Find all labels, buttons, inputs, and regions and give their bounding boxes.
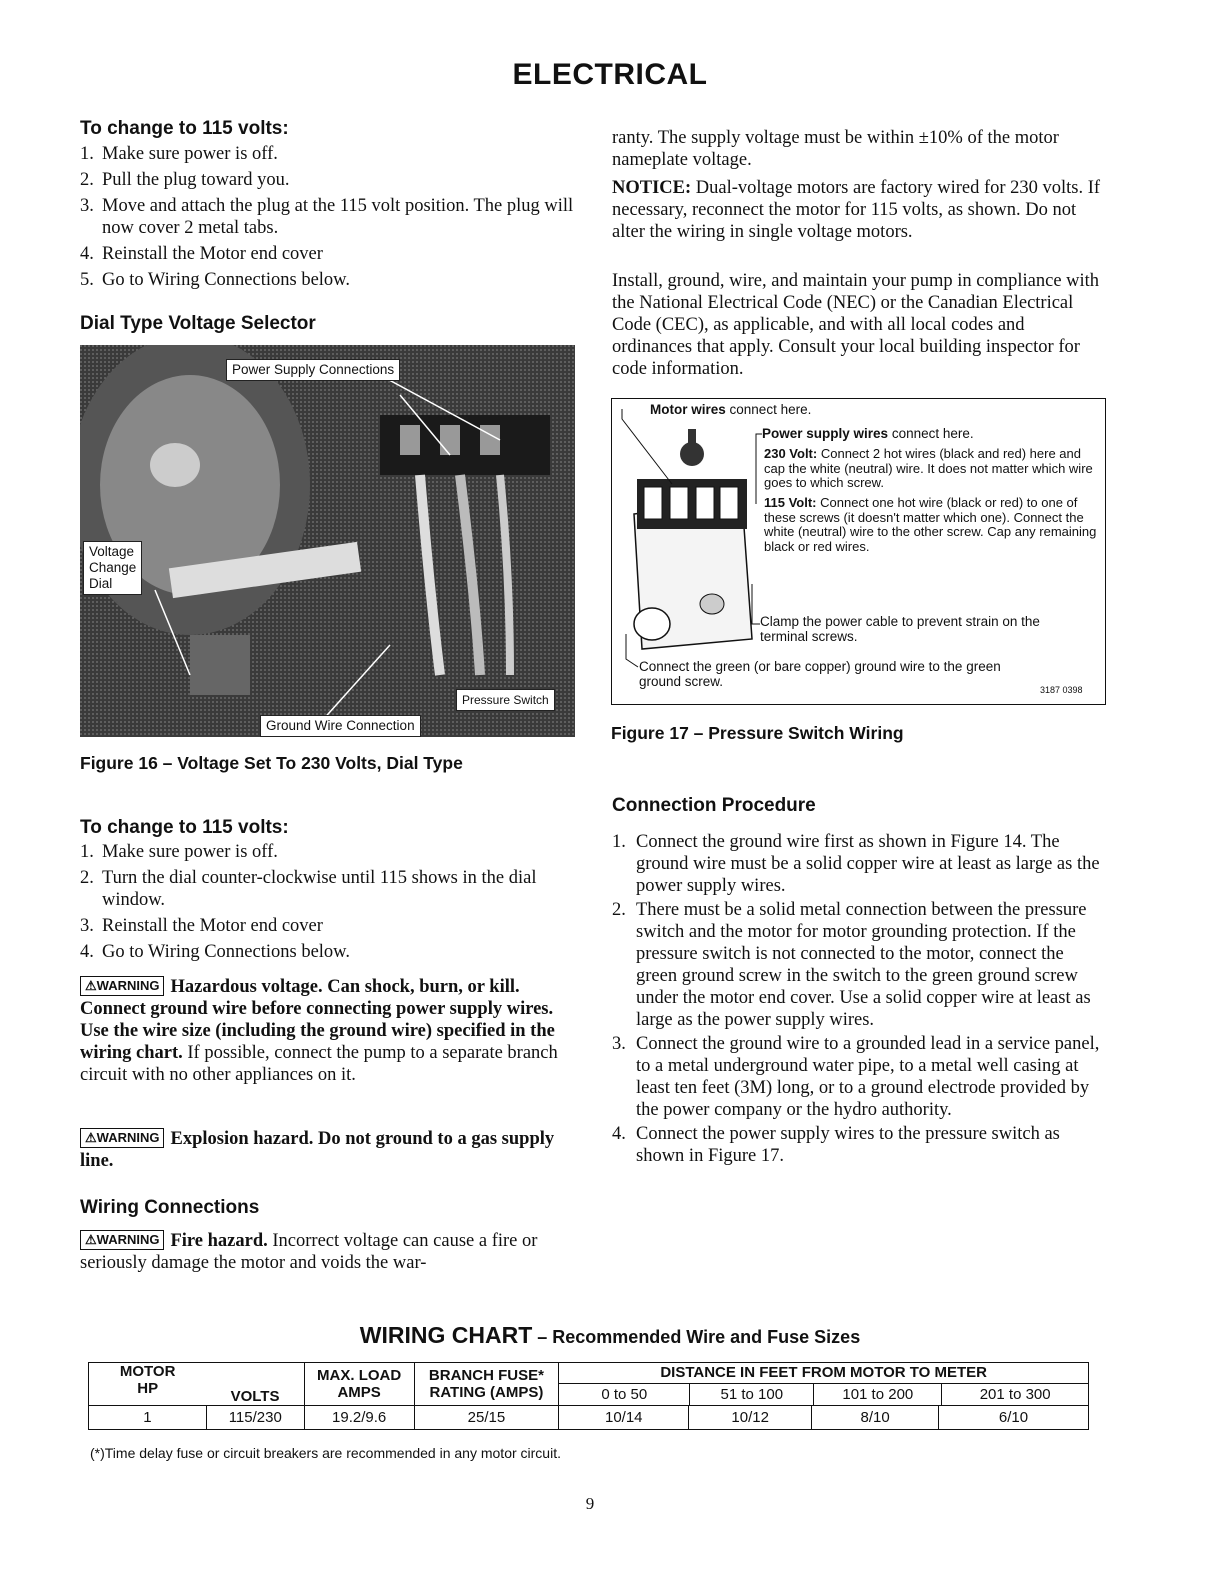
table-row (89, 1406, 1089, 1430)
column-header: DISTANCE IN FEET FROM MOTOR TO METER 0 to 50 51 to 100 101 to 200 201 to 300 (559, 1363, 1089, 1406)
list-item: 2. Pull the plug toward you. (80, 170, 290, 190)
table-cell: 1 (89, 1406, 207, 1430)
list-item: 2. Turn the dial counter-clockwise until 115 shows in the dial window. (80, 868, 537, 910)
figure-code: 3187 0398 (1040, 685, 1083, 695)
table-cell: 6/10 (939, 1406, 1089, 1430)
power-supply-callout: Power Supply Connections (226, 359, 400, 381)
volt-115-note: 115 Volt: Connect one hot wire (black or red) to one of these screws (it doesn't matter which one). Connect the white (neutral) wire to the other screw. Cap any remaining black or red wires. (764, 495, 1097, 554)
list-item: 3. Reinstall the Motor end cover (80, 916, 323, 936)
figure-17-diagram (611, 398, 1106, 705)
figure-16-photo (80, 345, 575, 737)
list-item: 4. Go to Wiring Connections below. (80, 942, 350, 962)
page-title: ELECTRICAL (512, 58, 708, 91)
pump-motor-illustration (80, 345, 575, 737)
list-item: 2. There must be a solid metal connection between the pressure switch and the motor for motor grounding protection. If the pressure switch is not connected to the motor, connect the green ground screw in the switch to the green ground screw under the motor end cover. Use a solid copper wire at least as large as the power supply wires. (612, 900, 1091, 1030)
list-item: 1. Make sure power is off. (80, 144, 278, 164)
list-item: 3. Connect the ground wire to a grounded lead in a service panel, to a metal underground water pipe, to a metal well casing at least ten feet (3M) long, or to a ground electrode provided by the power company or the hydro authority. (612, 1034, 1100, 1120)
warning-badge: ⚠WARNING (80, 1128, 164, 1148)
warning-badge: ⚠WARNING (80, 1230, 164, 1250)
table-header-row (89, 1363, 1089, 1406)
ground-wire-callout: Ground Wire Connection (260, 715, 421, 737)
motor-wires-label: Motor wires connect here. (650, 402, 812, 417)
table-cell: 10/12 (689, 1406, 812, 1430)
list-item: 4. Connect the power supply wires to the pressure switch as shown in Figure 17. (612, 1124, 1060, 1166)
list-item: 1. Make sure power is off. (80, 842, 278, 862)
plug-steps-list (80, 143, 575, 295)
connection-procedure-heading: Connection Procedure (612, 795, 816, 816)
wiring-connections-heading: Wiring Connections (80, 1197, 260, 1218)
table-cell: 25/15 (414, 1406, 559, 1430)
notice-paragraph: NOTICE: Dual-voltage motors are factory wired for 230 volts. If necessary, reconnect the motor for 115 volts, as shown. Do not alter the wiring in single voltage motors. (612, 178, 1101, 242)
table-cell: 115/230 (206, 1406, 304, 1430)
figure-17-caption: Figure 17 – Pressure Switch Wiring (611, 723, 904, 743)
ground-screw-note: Connect the green (or bare copper) ground wire to the green ground screw. (639, 659, 1001, 689)
column-header: MOTOR HP (89, 1363, 207, 1406)
figure-16-caption: Figure 16 – Voltage Set To 230 Volts, Dial Type (80, 753, 463, 773)
list-item: 4. Reinstall the Motor end cover (80, 244, 323, 264)
procedure-steps-list (612, 831, 1106, 1169)
wiring-chart-table (88, 1362, 1089, 1430)
list-item: 5. Go to Wiring Connections below. (80, 270, 350, 290)
warning-explosion: ⚠WARNING Explosion hazard. Do not ground to a gas supply line. (80, 1129, 555, 1171)
column-header: VOLTS (206, 1363, 304, 1406)
dial-steps-list (80, 841, 575, 967)
voltage-tolerance-paragraph: ranty. The supply voltage must be within ±10% of the motor nameplate voltage. (612, 128, 1059, 170)
section-heading-115-dial: To change to 115 volts: (80, 817, 289, 838)
wiring-chart-footnote: (*)Time delay fuse or circuit breakers are recommended in any motor circuit. (90, 1445, 561, 1461)
volt-230-note: 230 Volt: Connect 2 hot wires (black and red) here and cap the white (neutral) wire. It does not matter which wire goes to which screw. (764, 446, 1093, 490)
dial-selector-heading: Dial Type Voltage Selector (80, 313, 316, 334)
list-item: 1. Connect the ground wire first as shown in Figure 14. The ground wire must be a solid copper wire at least as large as the power supply wires. (612, 832, 1100, 896)
voltage-dial-callout: Voltage Change Dial (83, 541, 142, 595)
table-cell: 8/10 (812, 1406, 939, 1430)
wiring-chart-title: WIRING CHART – Recommended Wire and Fuse Sizes (359, 1322, 861, 1348)
warning-fire: ⚠WARNING Fire hazard. Incorrect voltage can cause a fire or seriously damage the motor and voids the war- (80, 1231, 538, 1273)
warning-hazardous-voltage: ⚠WARNING Hazardous voltage. Can shock, burn, or kill. Connect ground wire before connecting power supply wires. Use the wire size (including the ground wire) specified in the wiring chart. If possible, connect the pump to a separate branch circuit with no other appliances on it. (80, 977, 558, 1085)
page-number: 9 (585, 1494, 595, 1513)
pressure-switch-callout: Pressure Switch (456, 689, 555, 711)
section-heading-115-plug: To change to 115 volts: (80, 118, 289, 139)
power-supply-label: Power supply wires connect here. (762, 426, 974, 441)
column-header: BRANCH FUSE* RATING (AMPS) (414, 1363, 559, 1406)
table-cell: 19.2/9.6 (304, 1406, 414, 1430)
table-cell: 10/14 (559, 1406, 689, 1430)
warning-badge: ⚠WARNING (80, 976, 164, 996)
code-compliance-paragraph: Install, ground, wire, and maintain your pump in compliance with the National Electrical Code (NEC) or the Canadian Electrical Code (CEC), as applicable, and with all local codes and ordinances that apply. Consult your local building inspector for code information. (612, 271, 1100, 379)
column-header: MAX. LOAD AMPS (304, 1363, 414, 1406)
clamp-note: Clamp the power cable to prevent strain on the terminal screws. (760, 614, 1040, 644)
list-item: 3. Move and attach the plug at the 115 volt position. The plug will now cover 2 metal tabs. (80, 196, 574, 238)
